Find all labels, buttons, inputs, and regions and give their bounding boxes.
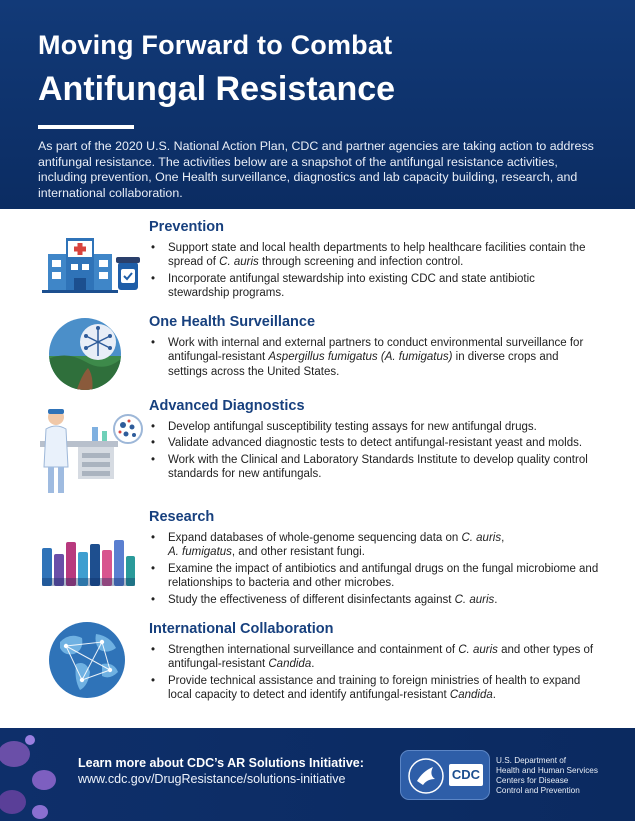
section-title: Prevention (149, 219, 224, 235)
hhs-cdc-logo (400, 750, 490, 800)
section-title: One Health Surveillance (149, 314, 316, 330)
section-prevention (149, 219, 599, 303)
lab-scientist-icon (38, 405, 150, 497)
section-advanced-diagnostics (149, 398, 599, 484)
footer-banner (0, 728, 635, 821)
agency-name: U.S. Department of Health and Human Services Centers for Disease Control and Prevention (496, 756, 598, 795)
section-international-collaboration (149, 621, 599, 705)
section-one-health (149, 314, 599, 381)
intro-paragraph: As part of the 2020 U.S. National Action Plan, CDC and partner agencies are taking action to address antifungal resistance. The activities below are a snapshot of the antifungal resistance activities, including prevention, One Health surveillance, diagnostics and lab capacity building, research, and international collaboration. (38, 139, 594, 200)
header-banner (0, 0, 635, 209)
list-item: • Incorporate antifungal stewardship into existing CDC and state antibiotic stewardship programs. (149, 272, 599, 301)
microbe-decoration-icon (0, 728, 70, 821)
environment-globe-icon (46, 316, 124, 392)
section-title: Advanced Diagnostics (149, 398, 305, 414)
hospital-icon (38, 232, 142, 294)
list-item: • Validate advanced diagnostic tests to detect antifungal-resistant yeast and molds. (149, 436, 599, 450)
world-globe-icon (46, 620, 128, 700)
list-item: • Develop antifungal susceptibility testing assays for new antifungal drugs. (149, 420, 599, 434)
learn-more-heading: Learn more about CDC’s AR Solutions Initiative: (78, 756, 364, 770)
section-title: International Collaboration (149, 621, 334, 637)
list-item: • Strengthen international surveillance and containment of C. auris and other types of antifungal-resistant Candida. (149, 643, 599, 672)
list-item: • Study the effectiveness of different disinfectants against C. auris. (149, 593, 599, 607)
research-bottles-icon (38, 534, 138, 586)
bullet-list (149, 643, 599, 703)
bullet-list (149, 241, 599, 301)
solutions-initiative-link[interactable]: www.cdc.gov/DrugResistance/solutions-initiative (78, 772, 346, 786)
page-title-line1: Moving Forward to Combat (38, 30, 393, 60)
list-item: • Support state and local health departments to help healthcare facilities contain the spread of C. auris through screening and infection control. (149, 241, 599, 270)
bullet-list (149, 336, 599, 379)
section-research (149, 509, 599, 609)
list-item: • Expand databases of whole-genome sequencing data on C. auris, A. fumigatus, and other resistant fungi. (149, 531, 599, 560)
list-item: • Examine the impact of antibiotics and antifungal drugs on the fungal microbiome and relationships to bacteria and other microbes. (149, 562, 599, 591)
list-item: • Provide technical assistance and training to foreign ministries of health to expand local capacity to detect and identify antifungal-resistant Candida. (149, 674, 599, 703)
list-item: • Work with internal and external partners to conduct environmental surveillance for antifungal-resistant Aspergillus fumigatus (A. fumigatus) in diverse crops and settings across the United States. (149, 336, 599, 379)
title-divider (38, 125, 134, 129)
section-title: Research (149, 509, 215, 525)
page-title-line2: Antifungal Resistance (38, 70, 396, 108)
list-item: • Work with the Clinical and Laboratory Standards Institute to develop quality control standards for new antifungals. (149, 453, 599, 482)
bullet-list (149, 531, 599, 607)
cdc-logo-text: CDC (449, 764, 483, 786)
hhs-eagle-icon (407, 757, 445, 795)
bullet-list (149, 420, 599, 482)
